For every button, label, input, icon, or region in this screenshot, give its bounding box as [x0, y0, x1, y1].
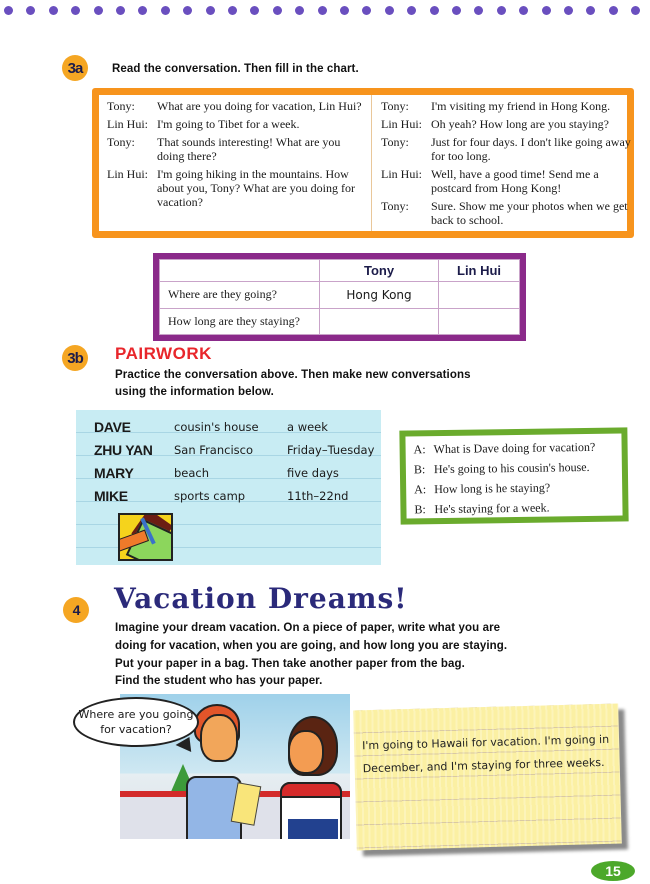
speaker: Tony: [381, 199, 409, 213]
decorative-dot [385, 6, 394, 15]
decorative-dot [206, 6, 215, 15]
duration: five days [287, 466, 339, 480]
section-3b-instruction-line1: Practice the conversation above. Then make new conversations [115, 369, 471, 381]
section-3a-instruction: Read the conversation. Then fill in the chart. [112, 63, 359, 75]
speaker: Lin Hui: [381, 167, 422, 181]
writing-hand-icon [118, 513, 173, 561]
dialog-line [381, 135, 633, 163]
destination: cousin's house [174, 420, 259, 434]
speaker: Tony: [107, 135, 135, 149]
speaker: Tony: [381, 135, 409, 149]
speaker: Lin Hui: [381, 117, 422, 131]
speaker: Tony: [381, 99, 409, 113]
speaker: B: [413, 462, 426, 477]
decorative-dot [609, 6, 618, 15]
note-line: I'm going to Hawaii for vacation. I'm going in [361, 732, 610, 753]
utterance: I'm going hiking in the mountains. How about you, Tony? What are you doing for vacation? [157, 167, 356, 209]
utterance: What are you doing for vacation, Lin Hui? [157, 99, 362, 113]
destination: beach [174, 466, 210, 480]
chart-question: How long are they staying? [160, 308, 320, 335]
decorative-dot [26, 6, 35, 15]
chart-header-tony: Tony [320, 260, 439, 282]
section-4-instruction-line2: doing for vacation, when you are going, and how long you are staying. [115, 640, 508, 652]
duration: 11th–22nd [287, 489, 349, 503]
vacation-dreams-title: Vacation Dreams! [114, 582, 408, 615]
dialog-line [381, 199, 633, 227]
chart-answer-lin-hui[interactable] [439, 308, 520, 335]
section-badge-3a: 3a [62, 55, 88, 81]
person-name: MIKE [94, 488, 128, 504]
vacation-note-paper [353, 704, 622, 851]
section-badge-4: 4 [63, 597, 89, 623]
decorative-dot [407, 6, 416, 15]
speaker: Lin Hui: [107, 117, 148, 131]
fill-in-chart [153, 253, 526, 341]
conversation-left-column [107, 99, 369, 213]
chart-header-lin-hui: Lin Hui [439, 260, 520, 282]
decorative-dot [474, 6, 483, 15]
table-row [160, 308, 520, 335]
speech-bubble: Where are you going for vacation? [73, 697, 199, 747]
dialog-line [381, 167, 633, 195]
chart-answer-tony[interactable]: Hong Kong [320, 282, 439, 309]
utterance: How long is he staying? [434, 480, 551, 497]
conversation-divider [371, 95, 372, 231]
conversation-box [92, 88, 634, 238]
speaker: A: [413, 442, 426, 457]
utterance: Oh yeah? How long are you staying? [431, 117, 609, 131]
page-number: 15 [591, 861, 635, 881]
chart-header-row [160, 260, 520, 282]
decorative-dot [4, 6, 13, 15]
chart-answer-tony[interactable] [320, 308, 439, 335]
table-row [160, 282, 520, 309]
pairwork-title: PAIRWORK [115, 344, 212, 363]
decorative-dot [71, 6, 80, 15]
list-item [94, 486, 387, 506]
info-notepad [76, 410, 381, 565]
list-item [94, 440, 387, 460]
chart-question: Where are they going? [160, 282, 320, 309]
speaker: A: [414, 482, 427, 497]
decorative-dot [586, 6, 595, 15]
dialog-line [414, 460, 590, 477]
dialog-line [107, 167, 369, 209]
section-4-instruction-line4: Find the student who has your paper. [115, 675, 323, 687]
girl-figure [288, 730, 324, 774]
dialog-line [107, 117, 369, 131]
note-line: December, and I'm staying for three weeks. [362, 755, 605, 776]
decorative-dot [452, 6, 461, 15]
list-item [94, 463, 387, 483]
utterance: That sounds interesting! What are you doing there? [157, 135, 341, 163]
speaker: B: [414, 502, 426, 517]
decorative-dot [519, 6, 528, 15]
decorative-dot [183, 6, 192, 15]
destination: San Francisco [174, 443, 254, 457]
decorative-dot-border [0, 6, 650, 18]
decorative-dot [318, 6, 327, 15]
speaker: Tony: [107, 99, 135, 113]
speaker: Lin Hui: [107, 167, 148, 181]
decorative-dot [273, 6, 282, 15]
dialog-line [107, 99, 369, 113]
utterance: Well, have a good time! Send me a postcard from Hong Kong! [431, 167, 599, 195]
list-item [94, 417, 387, 437]
person-name: MARY [94, 465, 134, 481]
chart-header-empty [160, 260, 320, 282]
decorative-dot [49, 6, 58, 15]
dialog-line [381, 99, 633, 113]
dialog-line [414, 440, 596, 458]
dialog-line [414, 501, 549, 518]
decorative-dot [631, 6, 640, 15]
boy-figure [200, 714, 238, 762]
person-name: ZHU YAN [94, 442, 153, 458]
utterance: I'm visiting my friend in Hong Kong. [431, 99, 611, 113]
dialog-line [381, 117, 633, 131]
duration: Friday–Tuesday [287, 443, 375, 457]
duration: a week [287, 420, 328, 434]
decorative-dot [250, 6, 259, 15]
decorative-dot [362, 6, 371, 15]
utterance: What is Dave doing for vacation? [433, 439, 596, 457]
person-name: DAVE [94, 419, 131, 435]
decorative-dot [138, 6, 147, 15]
chart-answer-lin-hui[interactable] [439, 282, 520, 309]
section-badge-3b: 3b [62, 345, 88, 371]
utterance: I'm going to Tibet for a week. [157, 117, 300, 131]
utterance: He's staying for a week. [434, 500, 550, 517]
decorative-dot [430, 6, 439, 15]
decorative-dot [295, 6, 304, 15]
decorative-dot [542, 6, 551, 15]
utterance: Just for four days. I don't like going away for too long. [431, 135, 631, 163]
section-4-instruction-line1: Imagine your dream vacation. On a piece of paper, write what you are [115, 622, 501, 634]
decorative-dot [564, 6, 573, 15]
decorative-dot [116, 6, 125, 15]
dialog-line [107, 135, 369, 163]
decorative-dot [161, 6, 170, 15]
decorative-dot [497, 6, 506, 15]
decorative-dot [340, 6, 349, 15]
conversation-right-column [381, 99, 633, 231]
utterance: Sure. Show me your photos when we get back to school. [431, 199, 628, 227]
decorative-dot [94, 6, 103, 15]
decorative-dot [228, 6, 237, 15]
destination: sports camp [174, 489, 246, 503]
dialog-line [414, 480, 550, 497]
note-text [362, 728, 613, 781]
example-conversation-box [399, 427, 628, 524]
section-4-instruction-line3: Put your paper in a bag. Then take another paper from the bag. [115, 658, 465, 670]
section-3b-instruction-line2: using the information below. [115, 386, 274, 398]
utterance: He's going to his cousin's house. [433, 459, 590, 477]
